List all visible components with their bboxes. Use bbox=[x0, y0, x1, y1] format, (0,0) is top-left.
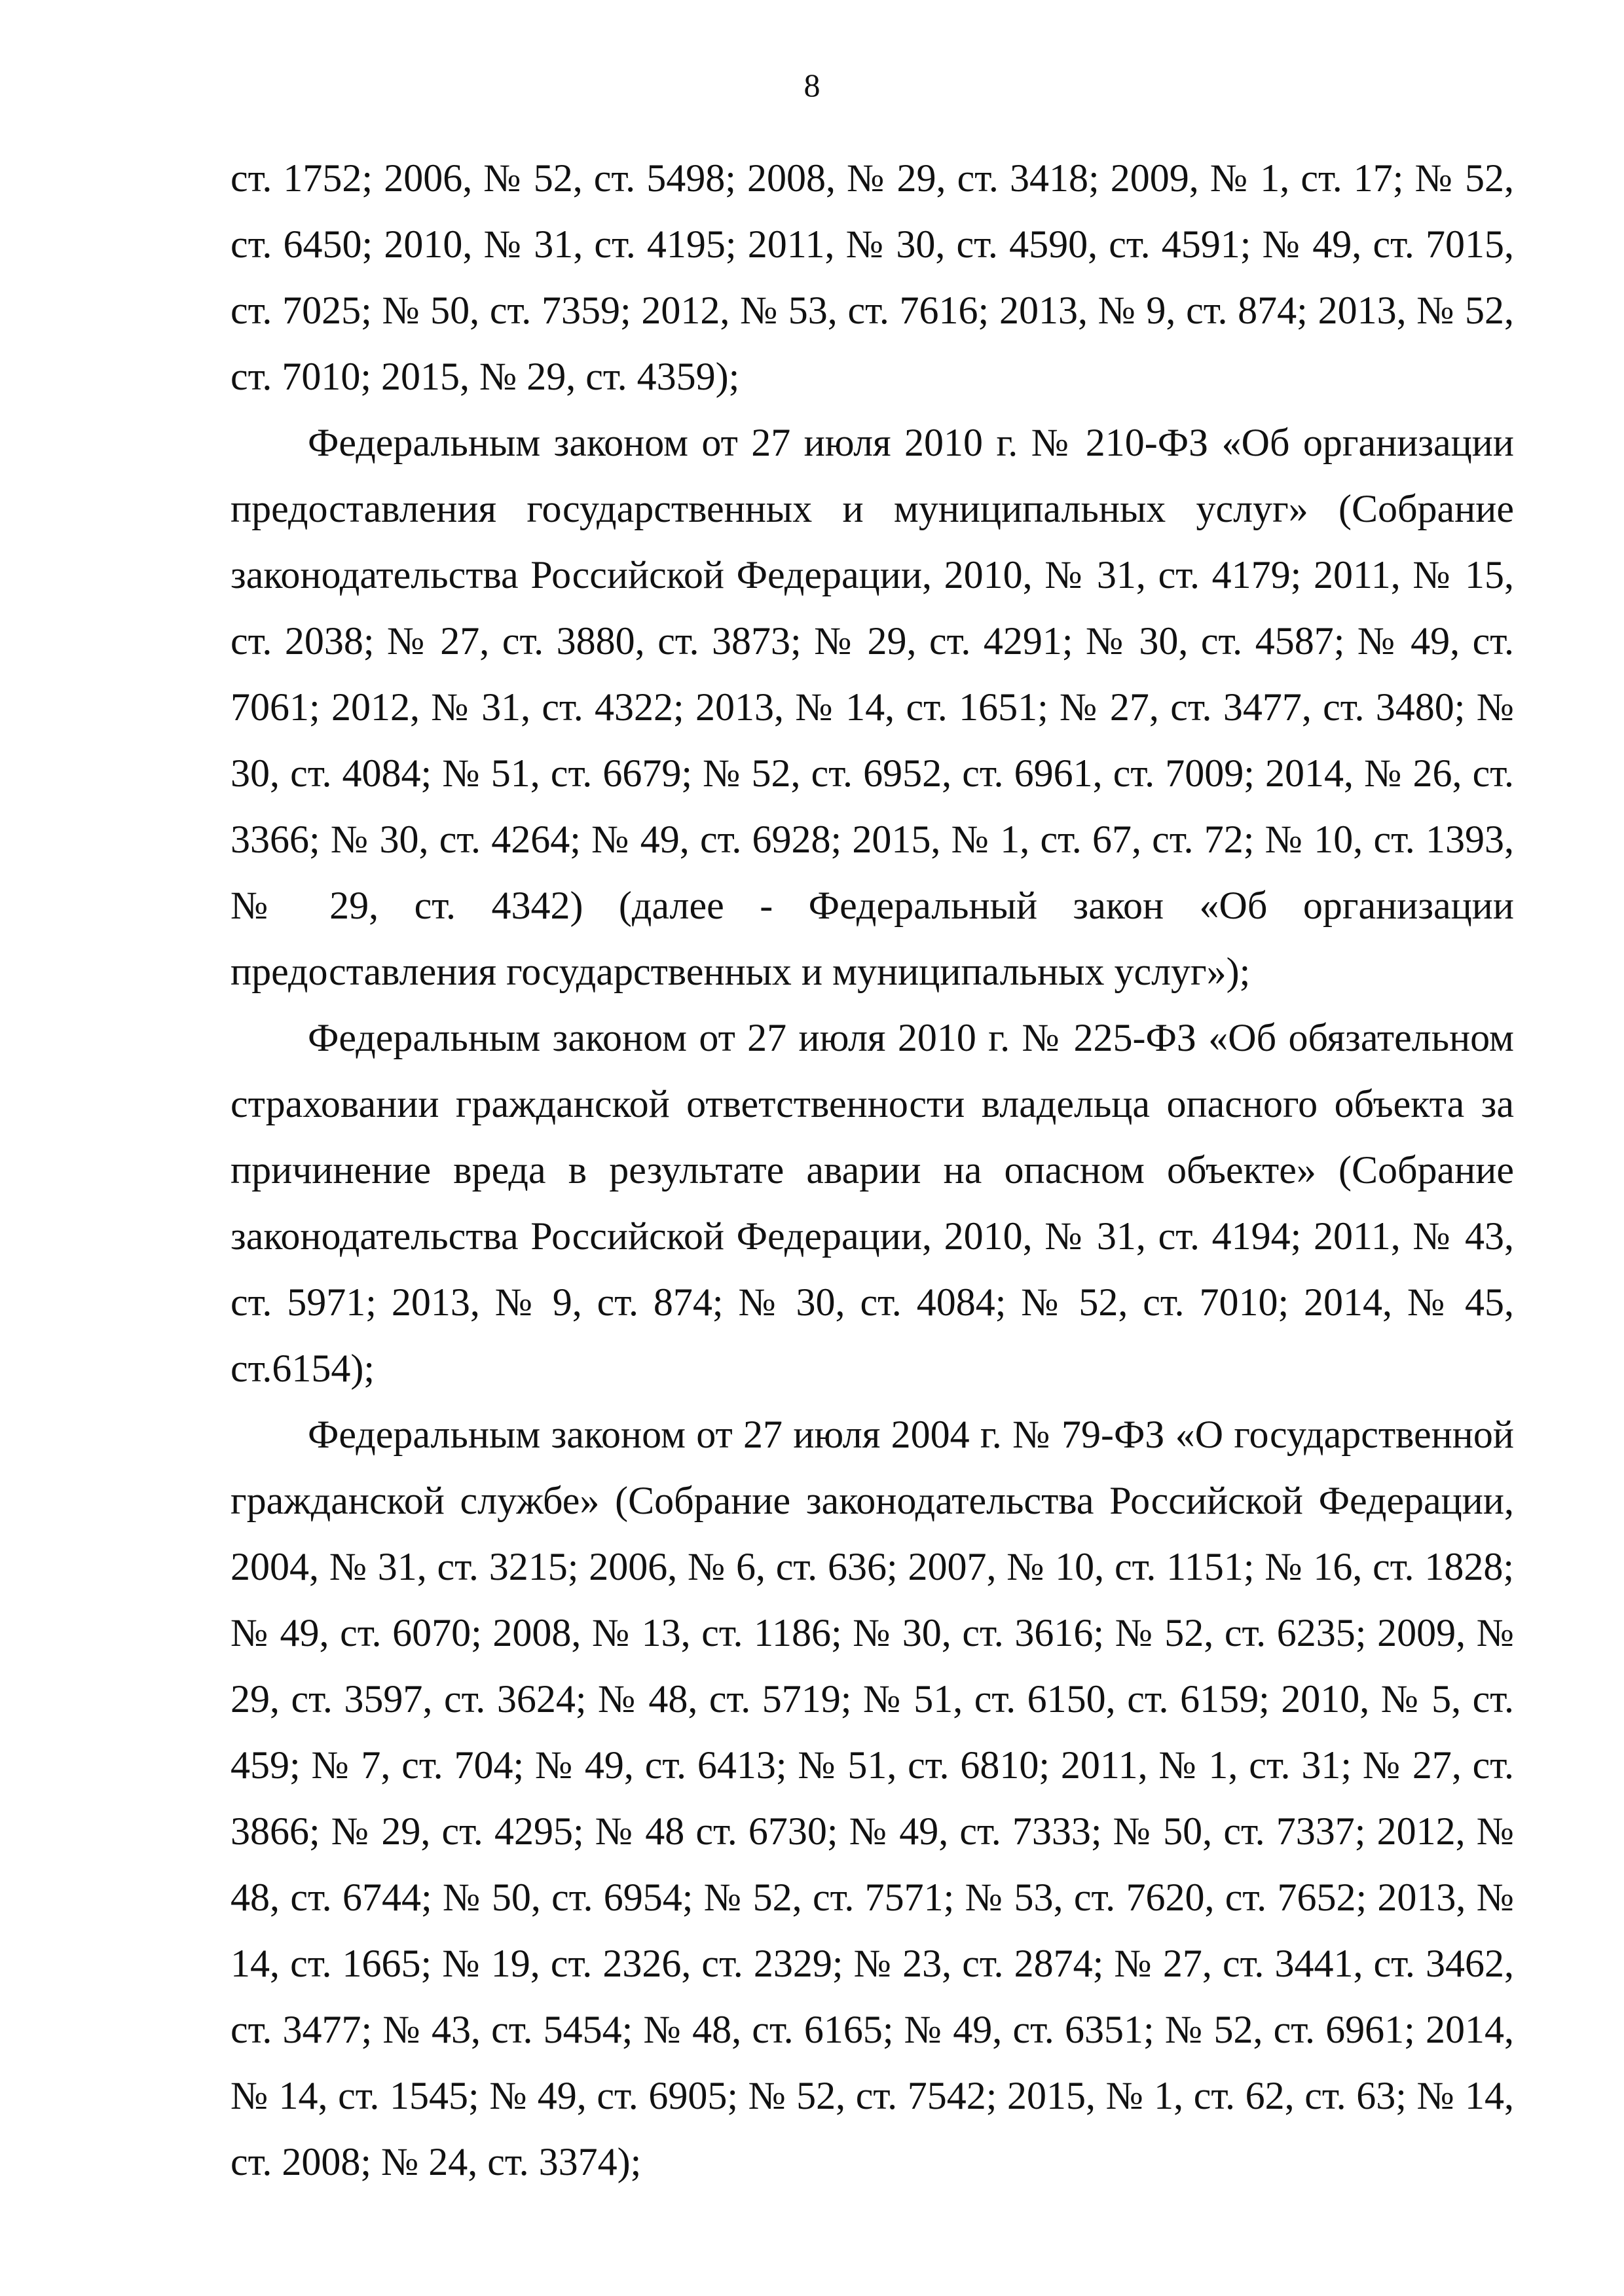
paragraph-law-225-fz: Федеральным законом от 27 июля 2010 г. № 225-ФЗ «Об обязательном страховании гражданской ответственности владельца опасного объекта за причинение вреда в результате аварии на опасном объекте» (Собрание законодательства Российской Федерации, 2010, № 31, ст. 4194; 2011, № 43, ст. 5971; 2013, № 9, ст. 874; № 30, ст. 4084; № 52, ст. 7010; 2014, № 45, ст.6154); bbox=[231, 1016, 1514, 1390]
paragraph-law-79-fz: Федеральным законом от 27 июля 2004 г. № 79-ФЗ «О государственной гражданской службе» (Собрание законодательства Российской Федерации, 2004, № 31, ст. 3215; 2006, № 6, ст. 636; 2007, № 10, ст. 1151; № 16, ст. 1828; № 49, ст. 6070; 2008, № 13, ст. 1186; № 30, ст. 3616; № 52, ст. 6235; 2009, № 29, ст. 3597, ст. 3624; № 48, ст. 5719; № 51, ст. 6150, ст. 6159; 2010, № 5, ст. 459; № 7, ст. 704; № 49, ст. 6413; № 51, ст. 6810; 2011, № 1, ст. 31; № 27, ст. 3866; № 29, ст. 4295; № 48 ст. 6730; № 49, ст. 7333; № 50, ст. 7337; 2012, № 48, ст. 6744; № 50, ст. 6954; № 52, ст. 7571; № 53, ст. 7620, ст. 7652; 2013, № 14, ст. 1665; № 19, ст. 2326, ст. 2329; № 23, ст. 2874; № 27, ст. 3441, ст. 3462, ст. 3477; № 43, ст. 5454; № 48, ст. 6165; № 49, ст. 6351; № 52, ст. 6961; 2014, № 14, ст. 1545; № 49, ст. 6905; № 52, ст. 7542; 2015, № 1, ст. 62, ст. 63; № 14, ст. 2008; № 24, ст. 3374); bbox=[231, 1413, 1514, 2183]
page-number: 8 bbox=[803, 67, 821, 103]
document-body bbox=[231, 145, 1514, 2195]
paragraph-law-210-fz: Федеральным законом от 27 июля 2010 г. № 210-ФЗ «Об организации предоставления государственных и муниципальных услуг» (Собрание законодательства Российской Федерации, 2010, № 31, ст. 4179; 2011, № 15, ст. 2038; № 27, ст. 3880, ст. 3873; № 29, ст. 4291; № 30, ст. 4587; № 49, ст. 7061; 2012, № 31, ст. 4322; 2013, № 14, ст. 1651; № 27, ст. 3477, ст. 3480; № 30, ст. 4084; № 51, ст. 6679; № 52, ст. 6952, ст. 6961, ст. 7009; 2014, № 26, ст. 3366; № 30, ст. 4264; № 49, ст. 6928; 2015, № 1, ст. 67, ст. 72; № 10, ст. 1393, № 29, ст. 4342) (далее - Федеральный закон «Об организации предоставления государственных и муниципальных услуг»); bbox=[231, 421, 1514, 993]
paragraph-continuation: ст. 1752; 2006, № 52, ст. 5498; 2008, № 29, ст. 3418; 2009, № 1, ст. 17; № 52, ст. 6450; 2010, № 31, ст. 4195; 2011, № 30, ст. 4590, ст. 4591; № 49, ст. 7015, ст. 7025; № 50, ст. 7359; 2012, № 53, ст. 7616; 2013, № 9, ст. 874; 2013, № 52, ст. 7010; 2015, № 29, ст. 4359); bbox=[231, 156, 1514, 398]
